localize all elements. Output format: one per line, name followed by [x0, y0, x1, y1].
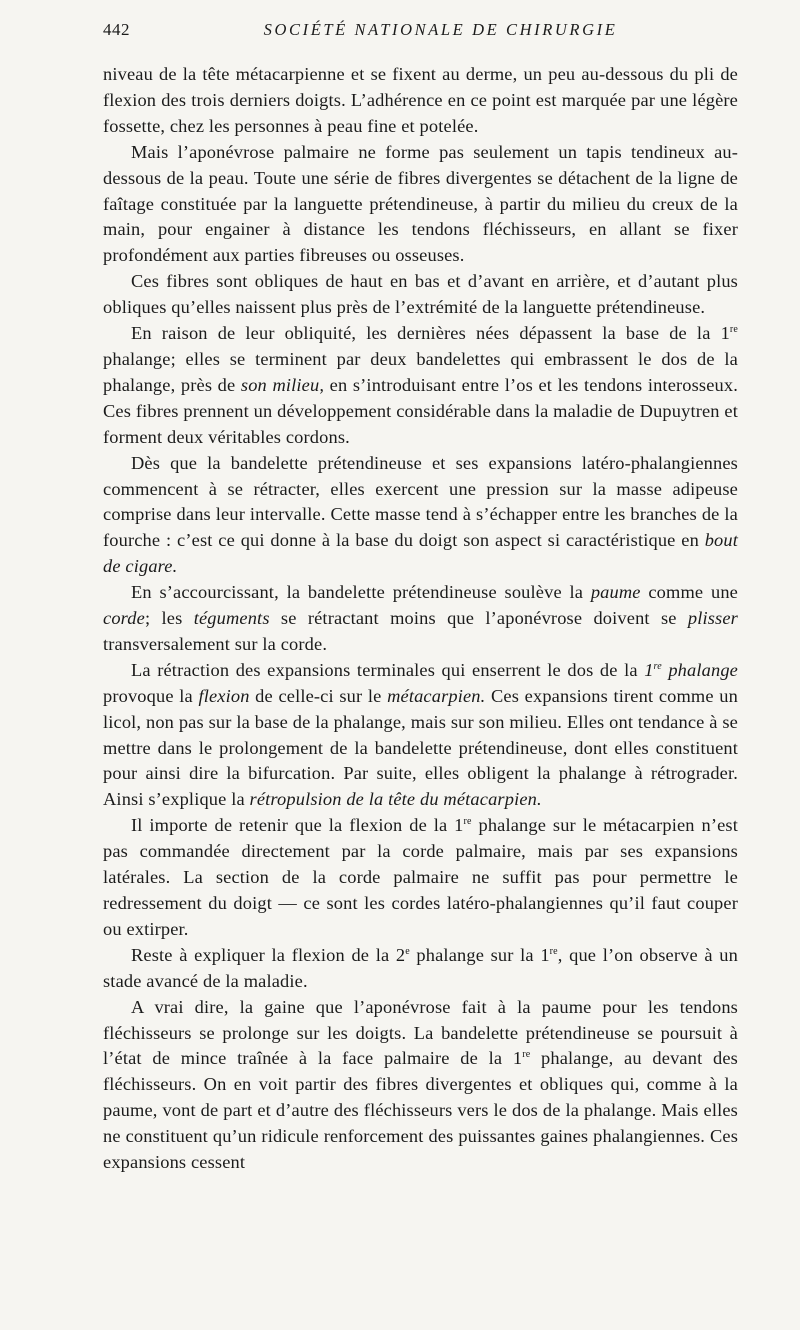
text-run: , que l’on observe à un stade avancé de la maladie. [103, 944, 738, 991]
text-run: transversalement sur la corde. [103, 633, 328, 654]
text-run: en s’introduisant entre l’os et les tendons interosseux. Ces fibres prennent un développement considérable dans la maladie de Dupuytren et forment deux véritables cordons. [103, 374, 738, 447]
text-run: Reste à expliquer la flexion de la 2 [131, 944, 406, 965]
text-run: provoque la [103, 685, 199, 706]
paragraph [103, 658, 738, 813]
italic-text: plisser [687, 608, 738, 629]
italic-text: téguments [193, 608, 270, 629]
italic-text: flexion [198, 685, 250, 706]
italic-text: rétropulsion de la tête du métacarpien. [249, 789, 542, 810]
ordinal-superscript: re [729, 324, 738, 336]
paragraph [103, 62, 738, 140]
italic-text: phalange [661, 659, 738, 680]
text-run: Ces fibres sont obliques de haut en bas et d’avant en arrière, et d’autant plus obliques qu’elles naissent plus près de l’extrémité de la languette prétendineuse. [103, 271, 738, 318]
text-run: A vrai dire, la gaine que l’aponévrose fait à la paume pour les tendons fléchisseurs se prolonge sur les doigts. La bandelette prétendineuse se poursuit à l’état de mince traînée à la face palmaire de la 1 [103, 996, 738, 1069]
text-run: Mais l’aponévrose palmaire ne forme pas seulement un tapis tendineux au-dessous de la peau. Toute une série de fibres divergentes se détachent de la ligne de faîtage constituée par la languette prétendineuse, à partir du milieu du creux de la main, pour engainer à distance les tendons fléchisseurs, en allant se fixer profondément aux parties fibreuses ou osseuses. [103, 141, 738, 266]
text-run: En s’accourcissant, la bandelette prétendineuse soulève la [131, 582, 591, 603]
text-run: phalange, au devant des fléchisseurs. On en voit partir des fibres divergentes et obliques qui, comme à la paume, vont de part et d’autre des fléchisseurs vers le dos de la phalange. Mais elles ne constituent qu’un ridicule renforcement des puissantes gaines phalangiennes. Ces expansions cessent [103, 1048, 738, 1173]
ordinal-superscript: re [522, 1049, 531, 1061]
paragraph [103, 140, 738, 270]
paragraph [103, 813, 738, 943]
text-run: se rétractant moins que l’aponévrose doivent se [269, 608, 688, 629]
ordinal-superscript: re [549, 945, 558, 957]
italic-text: métacarpien. [387, 685, 486, 706]
body-text [103, 62, 738, 1176]
italic-text: bout de cigare. [103, 530, 738, 577]
text-run: La rétraction des expansions terminales qui enserrent le dos de la [131, 659, 645, 680]
text-run: de celle-ci sur le [249, 685, 388, 706]
ordinal-superscript: e [405, 945, 410, 957]
text-run: phalange sur la 1 [409, 944, 550, 965]
text-run: phalange; elles se terminent par deux bandelettes qui embrassent le dos de la phalange, près de [103, 348, 738, 395]
ordinal-superscript: re [653, 660, 662, 672]
text-run: niveau de la tête métacarpienne et se fixent au derme, un peu au-dessous du pli de flexion des trois derniers doigts. L’adhérence en ce point est marquée par une légère fossette, chez les personnes à peau fine et potelée. [103, 64, 738, 136]
paragraph [103, 995, 738, 1176]
running-title: SOCIÉTÉ NATIONALE DE CHIRURGIE [263, 20, 618, 39]
running-header [103, 20, 738, 44]
text-run: Il importe de retenir que la flexion de la 1 [131, 815, 464, 836]
paragraph [103, 321, 738, 451]
text-run: comme une [640, 582, 738, 603]
text-run: En raison de leur obliquité, les dernières nées dépassent la base de la 1 [131, 323, 730, 344]
text-run: ; les [144, 608, 194, 629]
paragraph [103, 269, 738, 321]
paragraph [103, 580, 738, 658]
paragraph [103, 943, 738, 995]
text-run: Ces expansions tirent comme un licol, non pas sur la base de la phalange, mais sur son milieu. Elles ont tendance à se mettre dans le prolongement de la bandelette prétendineuse, dont elles constituent pour ainsi dire la bifurcation. Par suite, elles obligent la phalange à rétrograder. Ainsi s’explique la [103, 685, 738, 810]
italic-text: corde [103, 608, 145, 629]
paragraph [103, 451, 738, 581]
italic-text: 1 [644, 659, 654, 680]
text-run: Dès que la bandelette prétendineuse et ses expansions latéro-phalangiennes commencent à se rétracter, elles exercent une pression sur la masse adipeuse comprise dans leur intervalle. Cette masse tend à s’échapper entre les branches de la fourche : c’est ce qui donne à la base du doigt son aspect si caractéristique en [103, 452, 738, 551]
ordinal-superscript: re [463, 816, 472, 828]
italic-text: son milieu, [240, 374, 325, 395]
page-number: 442 [103, 20, 130, 39]
italic-text: paume [590, 582, 641, 603]
text-run: phalange sur le métacarpien n’est pas commandée directement par la corde palmaire, mais par ses expansions latérales. La section de la corde palmaire ne suffit pas pour permettre le redressement du doigt — ce sont les cordes latéro-phalangiennes qu’il faut couper ou extirper. [103, 815, 738, 939]
